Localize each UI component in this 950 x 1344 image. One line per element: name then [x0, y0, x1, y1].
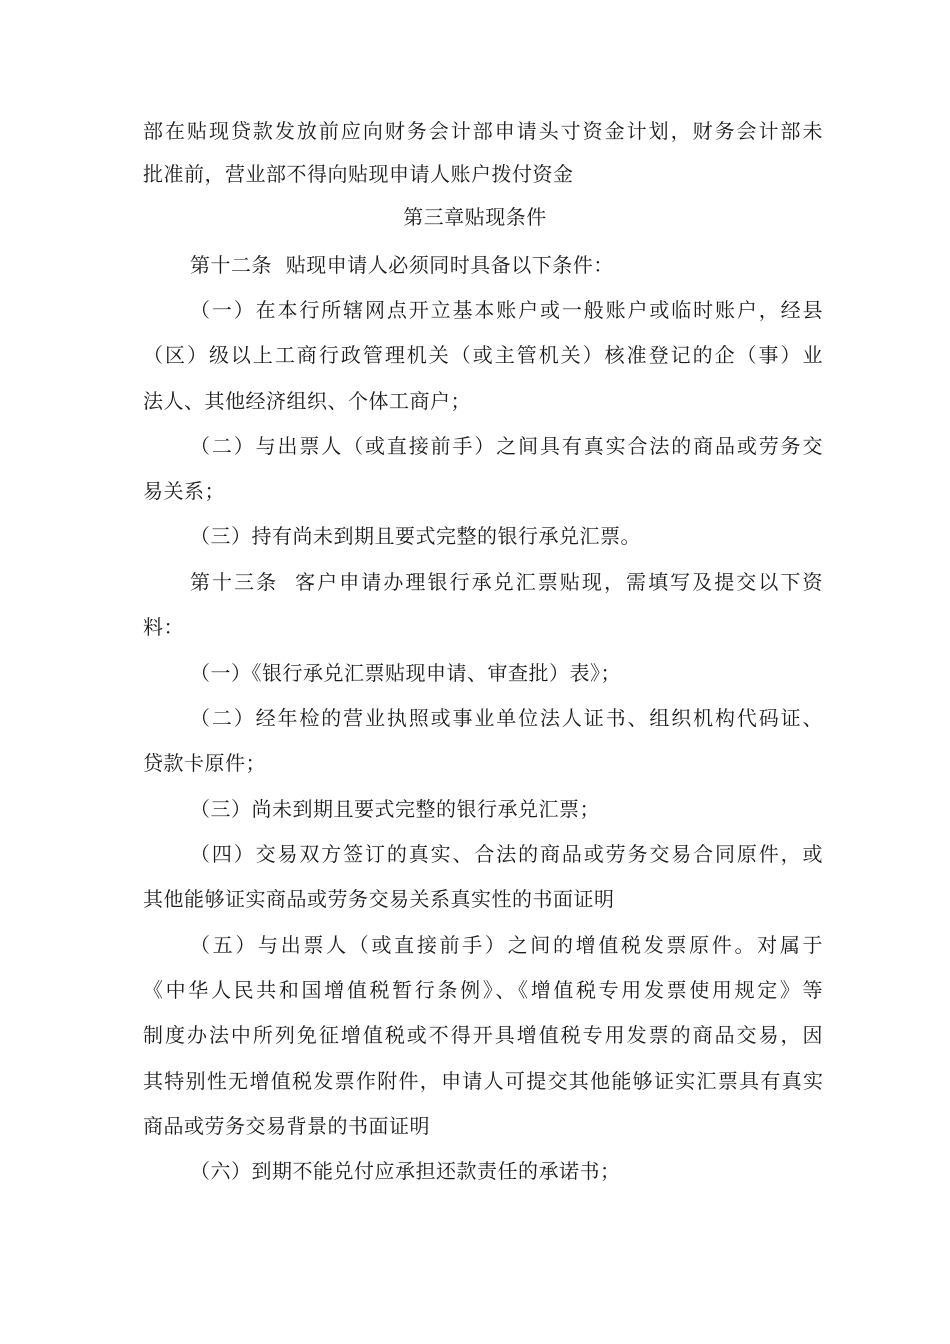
- paragraph-line: 批准前，营业部不得向贴现申请人账户拨付资金: [143, 162, 574, 186]
- paragraph-line: 部在贴现贷款发放前应向财务会计部申请头寸资金计划，财务会计部未: [143, 119, 823, 143]
- paragraph-line: （一）在本行所辖网点开立基本账户或一般账户或临时账户，经县: [190, 298, 823, 322]
- paragraph-line: 其特别性无增值税发票作附件，申请人可提交其他能够证实汇票具有真实: [143, 1069, 823, 1093]
- paragraph-line: （二）与出票人（或直接前手）之间具有真实合法的商品或劳务交: [190, 434, 823, 458]
- paragraph-line: 法人、其他经济组织、个体工商户；: [143, 389, 471, 413]
- paragraph-line: （六）到期不能兑付应承担还款责任的承诺书；: [190, 1159, 621, 1183]
- paragraph-line: 其他能够证实商品或劳务交易关系真实性的书面证明: [143, 887, 615, 911]
- paragraph-line: （区）级以上工商行政管理机关（或主管机关）核准登记的企（事）业: [143, 343, 823, 367]
- paragraph-line: 贷款卡原件；: [143, 751, 266, 775]
- chapter-heading: 第三章贴现条件: [403, 205, 547, 229]
- article-heading: 第十三条 客户申请办理银行承兑汇票贴现，需填写及提交以下资: [190, 570, 823, 594]
- paragraph-line: 易关系；: [143, 479, 225, 503]
- article-heading: 第十二条 贴现申请人必须同时具备以下条件：: [190, 253, 614, 277]
- paragraph-line: （三）持有尚未到期且要式完整的银行承兑汇票。: [190, 524, 641, 548]
- paragraph-line: （一）《银行承兑汇票贴现申请、审查批）表》；: [190, 661, 621, 685]
- paragraph-line: （二）经年检的营业执照或事业单位法人证书、组织机构代码证、: [190, 706, 823, 730]
- paragraph-line: （三）尚未到期且要式完整的银行承兑汇票；: [190, 797, 600, 821]
- paragraph-line: 制度办法中所列免征增值税或不得开具增值税专用发票的商品交易，因: [143, 1023, 823, 1047]
- paragraph-line: （四）交易双方签订的真实、合法的商品或劳务交易合同原件，或: [190, 842, 823, 866]
- paragraph-line: 《中华人民共和国增值税暂行条例》、《增值税专用发票使用规定》等: [143, 978, 823, 1002]
- paragraph-line: 商品或劳务交易背景的书面证明: [143, 1114, 430, 1138]
- paragraph-line: （五）与出票人（或直接前手）之间的增值税发票原件。对属于: [190, 933, 823, 957]
- paragraph-line: 料：: [143, 615, 184, 639]
